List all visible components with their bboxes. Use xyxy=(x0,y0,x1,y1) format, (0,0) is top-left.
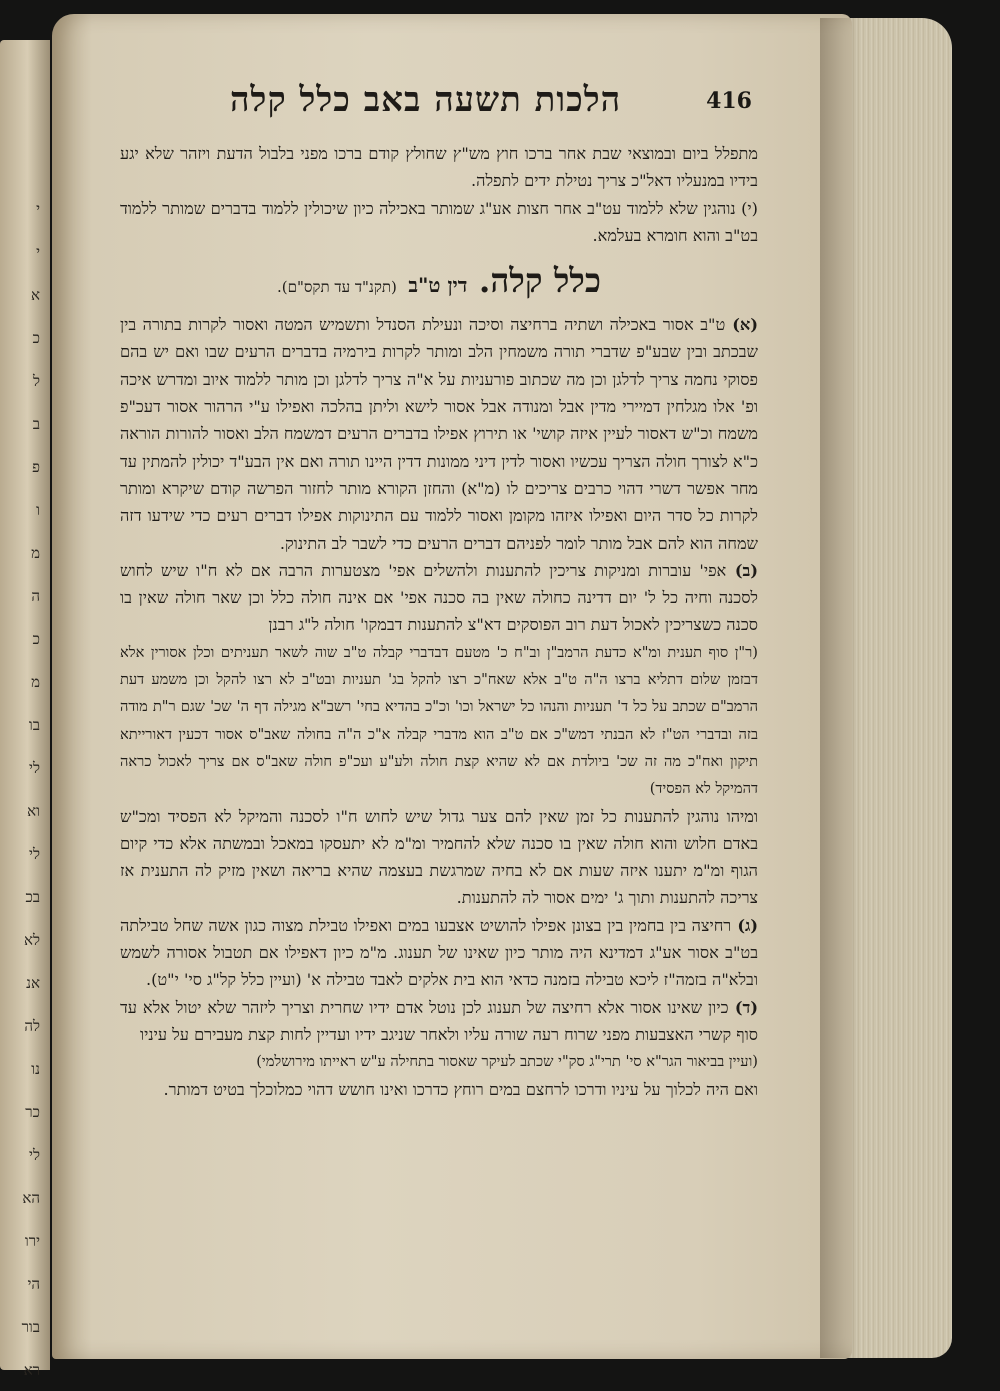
previous-page-text-fragment: בכ xyxy=(25,888,40,906)
body-paragraph xyxy=(120,912,758,994)
gutter-shadow xyxy=(820,18,860,1358)
previous-page-text-fragment: כר xyxy=(25,1103,40,1121)
previous-page-text-fragment: מ xyxy=(31,673,40,691)
section-heading xyxy=(120,261,758,301)
section-subtitle: דין ט"ב xyxy=(408,273,468,298)
body-paragraph xyxy=(120,1076,758,1103)
paragraph-mark: (ד) xyxy=(728,997,758,1017)
previous-page-text-fragment: הא xyxy=(22,1189,40,1207)
running-title: הלכות תשעה באב כלל קלה xyxy=(230,80,622,120)
previous-page-text-fragment: לי xyxy=(29,759,40,777)
previous-page-edge xyxy=(0,40,50,1379)
previous-page-text-fragment: בור xyxy=(21,1318,40,1336)
previous-page-text-fragment: י xyxy=(36,243,40,261)
previous-page-text-fragment: כ xyxy=(32,630,40,648)
previous-page-text-fragment: וא xyxy=(27,802,40,820)
previous-page-text-fragment: כ xyxy=(32,329,40,347)
paragraph-text: ואם היה לכלוך על עיניו ודרכו לרחצם במים רוחץ כדרכו ואינו חושש דהוי כמלוכלך בטיט דמותר. xyxy=(163,1079,758,1099)
page-number: 416 xyxy=(706,88,752,114)
paragraph-text: ט"ב אסור באכילה ושתיה ברחיצה וסיכה ונעילת הסנדל ותשמיש המטה ואסור לקרות בתורה בין שבכתב ובין שבע"פ שדברי תורה משמחין הלב ומותר לקרות בירמיה בדברים הרעים שבו ואם יש בהם פסוקי נחמה צריך לדלגן וכן מה שכתוב פורעניות על א"ה צריך לדלגן וכן מותר ללמוד איוב ומדרש איכה ופ' אלו מגלחין דמיירי מדין אבל ומנודה אבל אסור לישא וליתן בהלכה ואפילו ע"י הרהור אסור דעכ"פ משמח וכ"ש דאסור לעיין איזה קושי' או תירוץ אפילו בדברים הרעים דמשמח הלב ואסור להורות הוראה כ"א לצורך חולה הצריך עכשיו ואסור לדין דיני ממונות דדין היינו תורה ואם אין הבע"ד יכולין להמתין עד מחר אפשר דשרי דהוי כרבים צריכים לו (מ"א) והחזן הקורא מותר לחזור הפרשה קודם שיקרא ומותר לקרות כל סדר היום ואפילו איזהו מקומן ואסור ללמוד עם התינוקות אפילו דברים רעים כדי שידעו דזה שמחה הוא להם אבל מותר לומר לפניהם דברים הרעים כדי לשבר לב התינוק. xyxy=(120,315,758,553)
paragraph-text: ומיהו נוהגין להתענות כל זמן שאין להם צער גדול שיש לחוש ח"ו לסכנה והמיקל לא הפסיד ומכ"ש באדם חלוש והוא חולה שאין בו סכנה שלא להחמיר ומ"מ לא יתעסקו במאכל ובמשתה אלא כדי קיום הגוף ומ"מ יתענו איזה שעות אם לא בחיה שמרגשת בעצמה שהיא בריאה ושאין מזיק לה התענית אז צריכה להתענות ותוך ג' ימים אסור לה להתענות. xyxy=(120,806,758,908)
paragraph-mark: (ב) xyxy=(726,560,758,580)
previous-page-text-fragment: ל xyxy=(32,372,40,390)
previous-page-text-fragment: הי xyxy=(27,1275,40,1293)
previous-page-text-fragment: לא xyxy=(23,931,40,949)
page-content xyxy=(120,80,758,1103)
paragraph-text: כיון שאינו אסור אלא רחיצה של תענוג לכן נוטל אדם ידיו שחרית וצריך ליזהר שלא יטול אלא עד סוף קשרי האצבעות מפני שרוח רעה שורה עליו ולאחר שניגב ידיו ועדיין לחות קצת מעבירם על עיניו xyxy=(120,997,758,1044)
paragraph-text: רחיצה בין בחמין בין בצונן אפילו להושיט אצבעו במים ואפילו טבילת מצוה כגון אשה שחל טבילתה בט"ב אסור אע"ג דמדינא היה מותר כיון שאינו של תענוג. מ"מ כיון דאפילו אם תטבול אסורה לשמש ובלא"ה בזמה"ז ליכא טבילה בזמנה כדאי הוא בית אלקים לאבד טבילה א' (ועיין כלל קל"ג סי' י"ט). xyxy=(120,915,758,990)
previous-page-text-fragment: בו xyxy=(28,716,40,734)
previous-page-text-fragment: אנ xyxy=(26,974,40,992)
previous-page-text-fragment: ב xyxy=(32,415,40,433)
previous-page-text-fragment: ירו xyxy=(24,1232,40,1250)
section-range: (תקנ"ד עד תקס"ם). xyxy=(277,278,397,297)
paragraph-mark: (ג) xyxy=(731,915,759,935)
previous-page-text-fragment: א xyxy=(30,286,40,304)
previous-page-text-fragment: לה xyxy=(24,1017,40,1035)
previous-page-text-fragment: ה xyxy=(31,587,40,605)
section-body xyxy=(120,311,758,1103)
body-paragraph xyxy=(120,311,758,557)
paragraph-text: אפי' עוברות ומניקות צריכין להתענות ולהשלים אפי' מצטערות הרבה אם לא ח"ו שיש לחוש לסכנה וחיה כל ל' יום דדינה כחולה שאין בה סכנה אפי' אם אינה חולה כלל וכן שאר חולה שאין בו סכנה כשצריכין לאכול דעת רוב הפוסקים דא"צ להתענות דבמקו' חולה ל"ג רבנן xyxy=(120,560,758,635)
paragraph-text: (ועיין בביאור הגר"א סי' תרי"ג סק"י שכתב לעיקר שאסור בתחילה ע"ש ראייתו מירושלמי) xyxy=(256,1053,758,1071)
body-paragraph xyxy=(120,994,758,1049)
previous-page-text-fragment: נו xyxy=(31,1060,40,1078)
previous-page-text-fragment: מ xyxy=(31,544,40,562)
previous-page-text-fragment: לי xyxy=(29,1146,40,1164)
previous-page-text-fragment: פ xyxy=(32,458,40,476)
previous-page-text-fragment: י xyxy=(36,200,40,218)
intro-paragraph-2: (י) נוהגין שלא ללמוד עט"ב אחר חצות אע"ג שמותר באכילה כיון שיכולין ללמוד בדברים שמותר ללמוד בט"ב והוא חומרא בעלמא. xyxy=(120,198,758,245)
body-paragraph xyxy=(120,803,758,912)
paragraph-mark: (א) xyxy=(725,315,758,335)
previous-page-text-fragment: רא xyxy=(23,1361,40,1379)
page-header xyxy=(120,80,758,140)
intro-paragraph-1: מתפלל ביום ובמוצאי שבת אחר ברכו חוץ מש"ץ שחולץ קודם ברכו מפני בלבול הדעת ויזהר שלא יגע בידיו במנעליו דאל"כ צריך נטילת ידים לתפלה. xyxy=(120,144,758,191)
paragraph-text: (ר"ן סוף תענית ומ"א כדעת הרמב"ן וב"ח כ' מטעם דבדברי קבלה ט"ב שוה לשאר תעניתים וכלן אסורין אלא דבזמן שלום דתליא ברצו ה"ה ט"ב אלא שאח"כ רצו להקל בג' תעניות ובט"ב לא רצו להקל וכן משמע דעת הרמב"ם שכתב על כל ד' תעניות והנהו כל ישראל וכו' וכ"כ בהדיא בחי' רשב"א מגילה דף ה' שכ' שגם ר"ת מודה בזה ובדברי הט"ז לא הבנתי דמש"כ אם ט"ב הוא מדברי קבלה א"כ ה"ה בחולה שאב"ס אסור דכעין דאורייתא תיקון ואח"כ מה זה שכ' ביולדת אם לא שהיא קצת חולה ולע"ע ועכ"פ חולה שאב"ס אם צריך לאכול כראה דהמיקל לא הפסיד) xyxy=(120,643,758,798)
previous-page-text-fragment: לי xyxy=(29,845,40,863)
section-title: כלל קלה. xyxy=(478,261,601,301)
body-paragraph xyxy=(120,1048,758,1075)
previous-page-text-fragment: ו xyxy=(36,501,40,519)
body-paragraph xyxy=(120,639,758,803)
body-paragraph xyxy=(120,557,758,639)
